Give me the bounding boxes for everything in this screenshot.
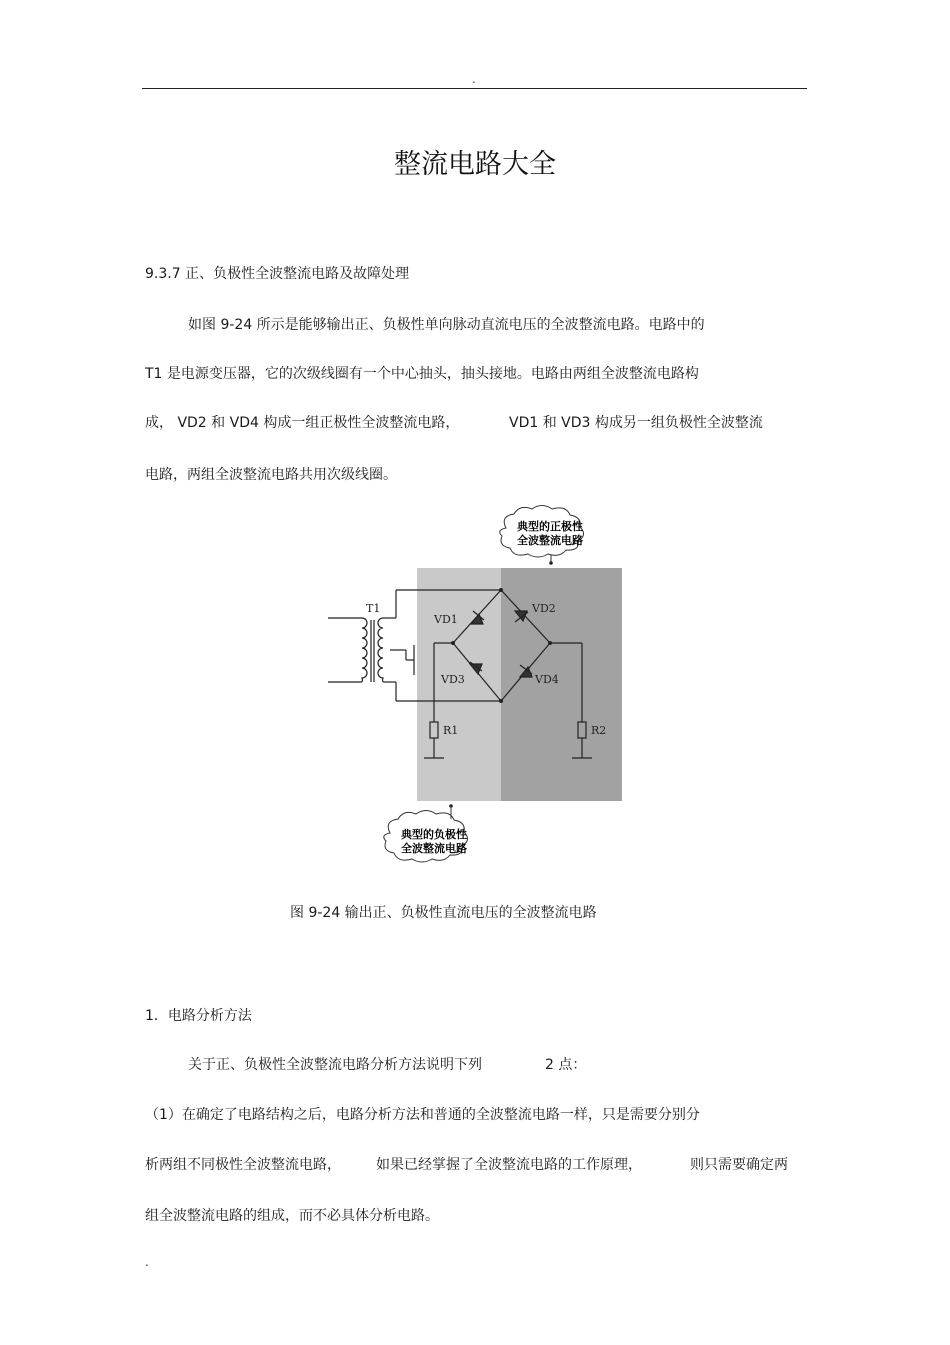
section1-line-4: 组全波整流电路的组成，而不必具体分析电路。 (145, 1208, 439, 1224)
intro-line-3b: VD1 和 VD3 构成另一组负极性全波整流 (509, 415, 763, 431)
rectifier-circuit-diagram (310, 500, 640, 875)
header-mark: . (472, 72, 476, 86)
intro-line-2: T1 是电源变压器，它的次级线圈有一个中心抽头，抽头接地。电路由两组全波整流电路构 (145, 366, 699, 382)
section1-line-2: （1）在确定了电路结构之后，电路分析方法和普通的全波整流电路一样，只是需要分别分 (145, 1107, 700, 1123)
intro-line-1: 如图 9-24 所示是能够输出正、负极性单向脉动直流电压的全波整流电路。电路中的 (188, 317, 705, 333)
label-vd4: VD4 (535, 673, 559, 686)
intro-line-4: 电路，两组全波整流电路共用次级线圈。 (145, 467, 397, 483)
section1-line-3a: 析两组不同极性全波整流电路， (145, 1157, 341, 1173)
cloud-positive-line2: 全波整流电路 (517, 534, 583, 547)
cloud-negative-line2: 全波整流电路 (401, 842, 467, 855)
label-vd2: VD2 (532, 602, 556, 615)
cloud-positive-line1: 典型的正极性 (517, 520, 583, 533)
section-heading: 9.3.7 正、负极性全波整流电路及故障处理 (145, 266, 410, 282)
label-r2: R2 (591, 724, 607, 737)
footer-mark: . (145, 1255, 149, 1269)
section1-line-1b: 2 点： (545, 1057, 587, 1073)
label-r1: R1 (443, 724, 459, 737)
page-title: 整流电路大全 (394, 149, 556, 180)
label-t1: T1 (366, 602, 381, 615)
label-vd1: VD1 (434, 613, 458, 626)
section1-heading: 1．电路分析方法 (145, 1008, 252, 1024)
cloud-positive (500, 506, 584, 565)
section1-line-1a: 关于正、负极性全波整流电路分析方法说明下列 (188, 1057, 482, 1073)
section1-line-3c: 则只需要确定两 (690, 1157, 788, 1173)
header-rule (142, 88, 807, 89)
intro-line-3a: 成， VD2 和 VD4 构成一组正极性全波整流电路， (145, 415, 460, 431)
figure-caption: 图 9-24 输出正、负极性直流电压的全波整流电路 (290, 905, 597, 921)
cloud-negative-line1: 典型的负极性 (401, 828, 467, 841)
section1-line-3b: 如果已经掌握了全波整流电路的工作原理， (376, 1157, 642, 1173)
positive-panel (501, 568, 622, 801)
cloud-negative (384, 804, 468, 862)
label-vd3: VD3 (441, 673, 465, 686)
